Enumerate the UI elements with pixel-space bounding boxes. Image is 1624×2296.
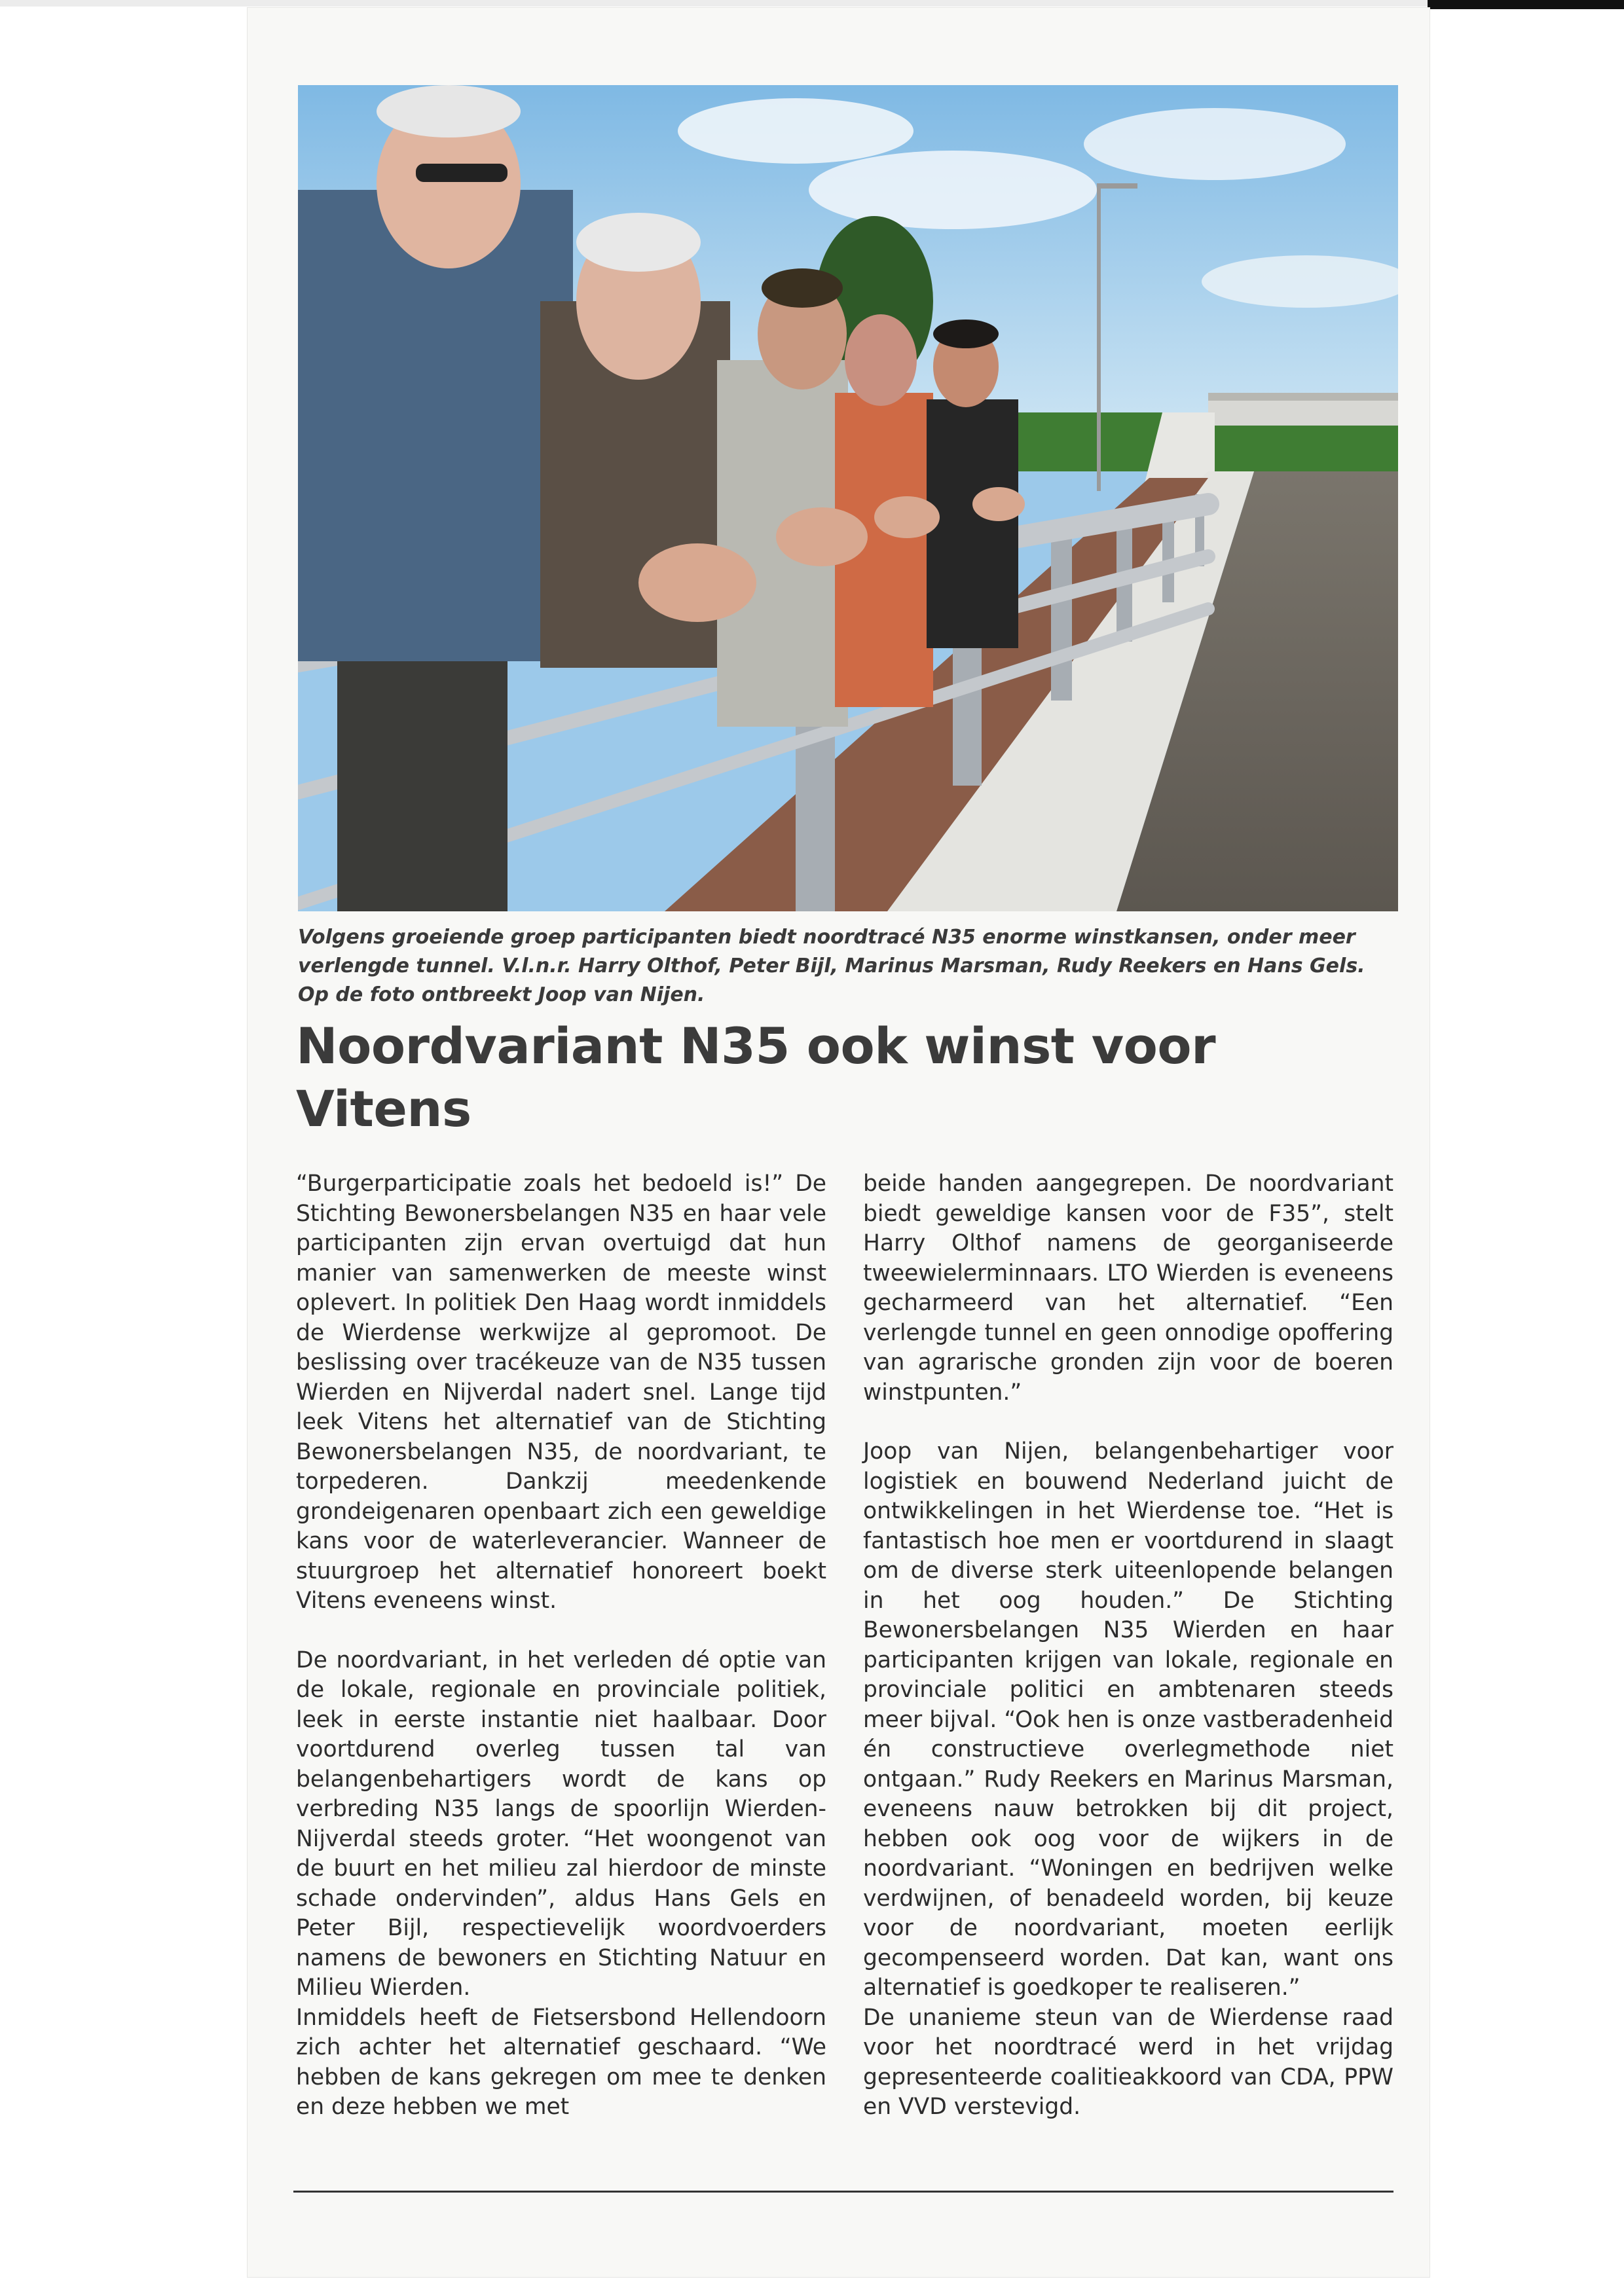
cloud	[678, 98, 913, 164]
person-1	[298, 85, 573, 911]
paragraph: Inmiddels heeft de Fietsersbond Hellendoorn zich achter het alternatief geschaard. “We hebben de kans gekregen om mee te denken en deze hebben we met	[296, 2004, 826, 2120]
photo-caption: Volgens groeiende groep participanten biedt noordtracé N35 enorme winstkansen, onder meer verlengde tunnel. V.l.n.r. Harry Olthof, Peter Bijl, Marinus Marsman, Rudy Reekers en Hans Gels. Op de foto ontbreekt Joop van Nijen.	[298, 926, 1365, 1006]
paragraph: beide handen aangegrepen. De noordvariant biedt geweldige kansen voor de F35”, stelt Harry Olthof namens de georganiseerde tweewielerminnaars. LTO Wierden is eveneens gecharmeerd van het alternatief. “Een verlengde tunnel en geen onnodige opoffering van agrarische gronden zijn voor de boeren winstpunten.”	[863, 1171, 1393, 1406]
paragraph: “Burgerparticipatie zoals het bedoeld is!” De Stichting Bewonersbelangen N35 en haar vele participanten zijn ervan overtuigd dat hun manier van samenwerken de meeste winst oplevert. In politiek Den Haag wordt inmiddels de Wierdense werkwijze al gepromoot. De beslissing over tracékeuze van de N35 tussen Wierden en Nijverdal nadert snel. Lange tijd leek Vitens het alternatief van de Stichting Bewonersbelangen N35, de noordvariant, te torpederen. Dankzij meedenkende grondeigenaren openbaart zich een geweldige kans voor de waterleverancier. Wanneer de stuurgroep het alternatief honoreert boekt Vitens eveneens winst.	[296, 1171, 826, 1614]
overpass-rail	[1208, 393, 1398, 401]
cloud	[809, 151, 1097, 229]
article-photo	[298, 85, 1398, 911]
paragraph: De unanieme steun van de Wierdense raad voor het noordtracé werd in het vrijdag gepresenteerde coalitieakkoord van CDA, PPW en VVD verstevigd.	[863, 2004, 1393, 2120]
lamp-post	[1097, 183, 1101, 491]
scan-edge-top	[0, 0, 1624, 7]
article-headline: Noordvariant N35 ook winst voor Vitens	[296, 1017, 1216, 1138]
lamp-arm	[1098, 183, 1137, 189]
paragraph: De noordvariant, in het verleden dé optie van de lokale, regionale en provinciale politiek, leek in eerste instantie niet haalbaar. Door voortdurend overleg tussen tal van belangenbehartigers wordt de kans op verbreding N35 langs de spoorlijn Wierden-Nijverdal steeds groter. “Het woongenot van de buurt en het milieu zal hierdoor de minste schade ondervinden”, aldus Hans Gels en Peter Bijl, respectievelijk woordvoerders namens de bewoners en Stichting Natuur en Milieu Wierden.	[296, 1647, 826, 2001]
overpass-deck	[1208, 399, 1398, 426]
cloud	[1084, 108, 1346, 180]
bottom-rule	[293, 2191, 1393, 2193]
paragraph: Joop van Nijen, belangenbehartiger voor logistiek en bouwend Nederland juicht de ontwikkelingen in het Wierdense toe. “Het is fantastisch hoe men er voortdurend in slaagt om de diverse sterk uiteenlopende belangen in het oog houden.” De Stichting Bewonersbelangen N35 Wierden en haar participanten krijgen van lokale, regionale en provinciale politici en ambtenaren steeds meer bijval. “Ook hen is onze vastberadenheid én constructieve overlegmethode niet ontgaan.” Rudy Reekers en Marinus Marsman, eveneens nauw betrokken bij dit project, hebben ook oog voor de wijkers in de noordvariant. “Woningen en bedrijven welke verdwijnen, of benadeeld worden, bij keuze voor de noordvariant, moeten eerlijk gecompenseerd worden. Dat kan, want ons alternatief is goedkoper te realiseren.”	[863, 1438, 1394, 2001]
article-column-left	[296, 1169, 826, 2123]
photo-illustration	[298, 85, 1398, 911]
scan-edge-dark	[1428, 0, 1624, 9]
article-column-right	[863, 1169, 1393, 2123]
